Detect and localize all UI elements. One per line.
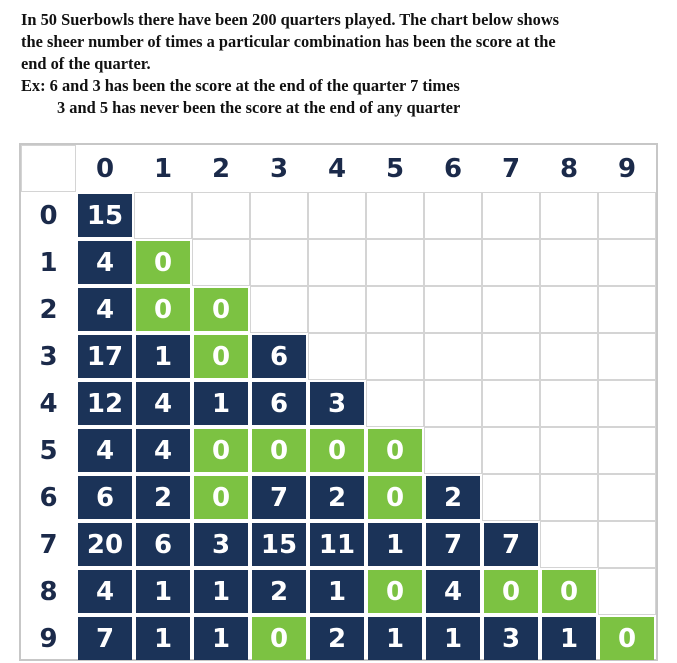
column-header-9: 9 bbox=[617, 153, 637, 184]
empty-cell-4-8 bbox=[540, 380, 598, 427]
empty-cell-0-7 bbox=[482, 192, 540, 239]
empty-cell-3-6 bbox=[424, 333, 482, 380]
score-cell-5-3: 0 bbox=[252, 429, 306, 472]
score-cell-9-6: 1 bbox=[426, 617, 480, 660]
score-cell-4-4: 3 bbox=[310, 382, 364, 425]
empty-cell-1-7 bbox=[482, 239, 540, 286]
score-combination-chart bbox=[19, 143, 658, 661]
empty-cell-1-4 bbox=[308, 239, 366, 286]
empty-cell-5-8 bbox=[540, 427, 598, 474]
empty-cell-2-6 bbox=[424, 286, 482, 333]
column-header-1: 1 bbox=[153, 153, 173, 184]
column-header-6: 6 bbox=[443, 153, 463, 184]
score-cell-8-4: 1 bbox=[310, 570, 364, 613]
empty-cell-1-3 bbox=[250, 239, 308, 286]
score-cell-7-2: 3 bbox=[194, 523, 248, 566]
empty-cell-7-9 bbox=[598, 521, 656, 568]
empty-cell-4-6 bbox=[424, 380, 482, 427]
empty-cell-0-8 bbox=[540, 192, 598, 239]
column-header-8: 8 bbox=[559, 153, 579, 184]
score-cell-7-5: 1 bbox=[368, 523, 422, 566]
empty-cell-0-6 bbox=[424, 192, 482, 239]
score-cell-7-4: 11 bbox=[310, 523, 364, 566]
empty-cell-4-5 bbox=[366, 380, 424, 427]
score-cell-8-3: 2 bbox=[252, 570, 306, 613]
score-cell-4-3: 6 bbox=[252, 382, 306, 425]
empty-cell-5-7 bbox=[482, 427, 540, 474]
score-cell-9-3: 0 bbox=[252, 617, 306, 660]
score-cell-9-7: 3 bbox=[484, 617, 538, 660]
intro-text bbox=[21, 9, 671, 119]
score-cell-1-0: 4 bbox=[78, 241, 132, 284]
score-cell-4-0: 12 bbox=[78, 382, 132, 425]
empty-cell-4-7 bbox=[482, 380, 540, 427]
score-cell-6-4: 2 bbox=[310, 476, 364, 519]
empty-cell-2-5 bbox=[366, 286, 424, 333]
row-header-4: 4 bbox=[39, 388, 58, 419]
column-header-7: 7 bbox=[501, 153, 521, 184]
empty-cell-3-7 bbox=[482, 333, 540, 380]
score-cell-3-2: 0 bbox=[194, 335, 248, 378]
empty-cell-5-9 bbox=[598, 427, 656, 474]
column-header-5: 5 bbox=[385, 153, 405, 184]
empty-cell-3-8 bbox=[540, 333, 598, 380]
score-cell-6-1: 2 bbox=[136, 476, 190, 519]
empty-cell-7-8 bbox=[540, 521, 598, 568]
intro-line-2: the sheer number of times a particular combination has been the score at the bbox=[21, 32, 556, 51]
row-header-6: 6 bbox=[39, 482, 58, 513]
empty-cell-2-4 bbox=[308, 286, 366, 333]
empty-cell-0-9 bbox=[598, 192, 656, 239]
score-cell-2-1: 0 bbox=[136, 288, 190, 331]
score-cell-9-0: 7 bbox=[78, 617, 132, 660]
score-cell-5-5: 0 bbox=[368, 429, 422, 472]
column-header-2: 2 bbox=[211, 153, 231, 184]
empty-cell-1-8 bbox=[540, 239, 598, 286]
empty-cell-0-3 bbox=[250, 192, 308, 239]
score-cell-8-8: 0 bbox=[542, 570, 596, 613]
score-cell-1-1: 0 bbox=[136, 241, 190, 284]
column-header-4: 4 bbox=[327, 153, 347, 184]
empty-cell-2-9 bbox=[598, 286, 656, 333]
empty-cell-0-5 bbox=[366, 192, 424, 239]
row-header-3: 3 bbox=[39, 341, 58, 372]
score-cell-8-5: 0 bbox=[368, 570, 422, 613]
empty-cell-2-7 bbox=[482, 286, 540, 333]
empty-cell-1-2 bbox=[192, 239, 250, 286]
intro-example-line: Ex: 6 and 3 has been the score at the end of the quarter 7 times bbox=[21, 76, 460, 95]
score-cell-2-0: 4 bbox=[78, 288, 132, 331]
empty-cell-1-5 bbox=[366, 239, 424, 286]
score-cell-2-2: 0 bbox=[194, 288, 248, 331]
score-cell-4-2: 1 bbox=[194, 382, 248, 425]
score-cell-7-1: 6 bbox=[136, 523, 190, 566]
empty-cell-1-9 bbox=[598, 239, 656, 286]
score-cell-7-7: 7 bbox=[484, 523, 538, 566]
row-header-8: 8 bbox=[39, 576, 58, 607]
row-header-9: 9 bbox=[39, 623, 58, 654]
score-cell-9-1: 1 bbox=[136, 617, 190, 660]
score-cell-5-0: 4 bbox=[78, 429, 132, 472]
score-cell-0-0: 15 bbox=[78, 194, 132, 237]
score-cell-7-3: 15 bbox=[252, 523, 306, 566]
score-cell-3-0: 17 bbox=[78, 335, 132, 378]
empty-cell-5-6 bbox=[424, 427, 482, 474]
row-header-1: 1 bbox=[39, 247, 58, 278]
score-cell-4-1: 4 bbox=[136, 382, 190, 425]
empty-cell-3-4 bbox=[308, 333, 366, 380]
score-cell-7-0: 20 bbox=[78, 523, 132, 566]
score-cell-8-2: 1 bbox=[194, 570, 248, 613]
empty-cell-2-8 bbox=[540, 286, 598, 333]
empty-cell-0-4 bbox=[308, 192, 366, 239]
score-cell-6-0: 6 bbox=[78, 476, 132, 519]
row-header-0: 0 bbox=[39, 200, 58, 231]
score-cell-9-5: 1 bbox=[368, 617, 422, 660]
score-cell-8-1: 1 bbox=[136, 570, 190, 613]
intro-line-1: In 50 Suerbowls there have been 200 quarters played. The chart below shows bbox=[21, 10, 560, 29]
column-header-0: 0 bbox=[95, 153, 115, 184]
empty-cell-0-2 bbox=[192, 192, 250, 239]
score-cell-6-3: 7 bbox=[252, 476, 306, 519]
intro-example-line-2: 3 and 5 has never been the score at the end of any quarter bbox=[57, 98, 461, 117]
empty-cell-6-9 bbox=[598, 474, 656, 521]
score-cell-6-2: 0 bbox=[194, 476, 248, 519]
empty-cell-6-8 bbox=[540, 474, 598, 521]
score-cell-8-7: 0 bbox=[484, 570, 538, 613]
empty-cell-3-9 bbox=[598, 333, 656, 380]
score-cell-9-9: 0 bbox=[600, 617, 654, 660]
score-cell-9-8: 1 bbox=[542, 617, 596, 660]
corner-cell bbox=[21, 145, 76, 192]
empty-cell-2-3 bbox=[250, 286, 308, 333]
empty-cell-8-9 bbox=[598, 568, 656, 615]
score-cell-8-0: 4 bbox=[78, 570, 132, 613]
row-header-5: 5 bbox=[39, 435, 58, 466]
intro-line-3: end of the quarter. bbox=[21, 54, 151, 73]
score-cell-5-1: 4 bbox=[136, 429, 190, 472]
score-cell-8-6: 4 bbox=[426, 570, 480, 613]
empty-cell-4-9 bbox=[598, 380, 656, 427]
empty-cell-0-1 bbox=[134, 192, 192, 239]
empty-cell-3-5 bbox=[366, 333, 424, 380]
score-cell-3-1: 1 bbox=[136, 335, 190, 378]
score-cell-7-6: 7 bbox=[426, 523, 480, 566]
score-cell-9-4: 2 bbox=[310, 617, 364, 660]
column-header-3: 3 bbox=[269, 153, 289, 184]
score-cell-3-3: 6 bbox=[252, 335, 306, 378]
score-cell-5-4: 0 bbox=[310, 429, 364, 472]
score-cell-5-2: 0 bbox=[194, 429, 248, 472]
row-header-2: 2 bbox=[39, 294, 58, 325]
row-header-7: 7 bbox=[39, 529, 58, 560]
empty-cell-1-6 bbox=[424, 239, 482, 286]
score-cell-9-2: 1 bbox=[194, 617, 248, 660]
score-cell-6-5: 0 bbox=[368, 476, 422, 519]
empty-cell-6-7 bbox=[482, 474, 540, 521]
score-cell-6-6: 2 bbox=[426, 476, 480, 519]
